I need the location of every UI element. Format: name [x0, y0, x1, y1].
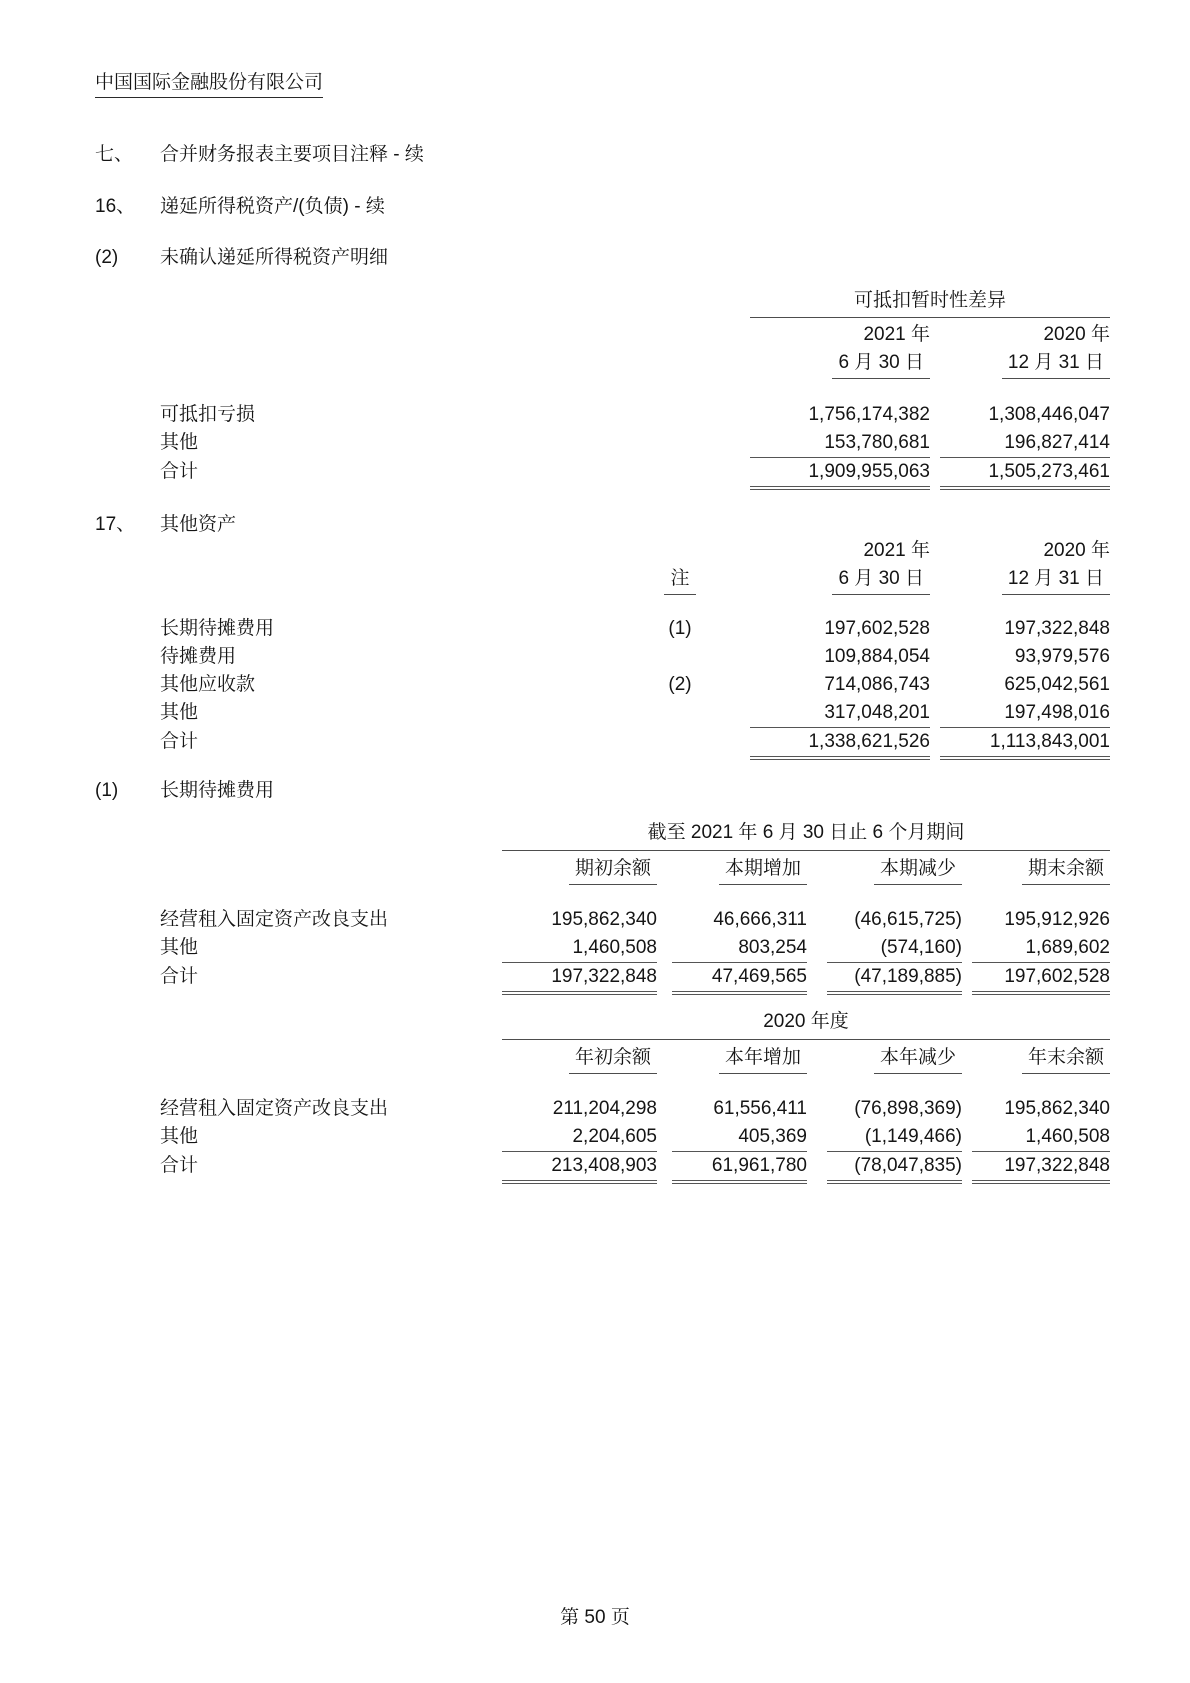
- note-1-number: (1): [95, 780, 119, 801]
- company-name: 中国国际金融股份有限公司: [95, 70, 323, 98]
- t2-row1-label: 待摊费用: [160, 646, 237, 667]
- t1-total-value-2021: 1,909,955,063: [750, 458, 930, 490]
- t2-date-header-row: [95, 566, 1110, 595]
- t2-row1-value-2021: 109,884,054: [824, 646, 930, 667]
- t2-col-2021-date: 6 月 30 日: [832, 566, 930, 595]
- t2-row0-value-2020: 197,322,848: [1004, 618, 1110, 639]
- t1-span-header-row: [95, 288, 1110, 318]
- t2-col-2020-date: 12 月 31 日: [1002, 566, 1110, 595]
- t3-col3-header: 期末余额: [1022, 856, 1110, 885]
- t4-total-label: 合计: [160, 1155, 199, 1176]
- note-2-number: (2): [95, 247, 119, 268]
- note-2-heading: [95, 245, 1110, 271]
- t3-total-decreases: (47,189,885): [827, 963, 962, 995]
- t2-col-2020-year: 2020 年: [1043, 540, 1110, 561]
- t3-row1-additions: 803,254: [672, 934, 807, 963]
- t1-row1-label: 其他: [160, 432, 199, 453]
- t4-span-header: 2020 年度: [502, 1009, 1110, 1040]
- t1-col-2020-date: 12 月 31 日: [1002, 350, 1110, 379]
- t3-total-additions: 47,469,565: [672, 963, 807, 995]
- t3-column-header-row: [95, 856, 1110, 885]
- table-total-row: [95, 728, 1110, 760]
- t1-row0-value-2020: 1,308,446,047: [988, 404, 1110, 425]
- t2-row2-value-2020: 625,042,561: [1004, 674, 1110, 695]
- t3-total-opening: 197,322,848: [502, 963, 657, 995]
- t4-col2-header: 本年减少: [874, 1045, 962, 1074]
- t3-span-header-row: [95, 820, 1110, 851]
- table-row: [95, 934, 1110, 963]
- table-row: [95, 699, 1110, 728]
- section-17-number: 17、: [95, 514, 136, 535]
- table-total-row: [95, 458, 1110, 490]
- t4-column-header-row: [95, 1045, 1110, 1074]
- t2-col-2021-year: 2021 年: [863, 540, 930, 561]
- t4-col3-header: 年末余额: [1022, 1045, 1110, 1074]
- t3-row1-label: 其他: [160, 937, 199, 958]
- t2-row3-value-2020: 197,498,016: [940, 699, 1110, 728]
- t1-col-2021-year: 2021 年: [863, 324, 930, 345]
- section-7: [95, 142, 1110, 168]
- t4-row0-decreases: (76,898,369): [854, 1098, 962, 1119]
- t4-col0-header: 年初余额: [569, 1045, 657, 1074]
- note-1-heading: [95, 778, 1110, 804]
- t3-row1-closing: 1,689,602: [972, 934, 1110, 963]
- t1-row1-value-2021: 153,780,681: [750, 429, 930, 458]
- table-row: [95, 429, 1110, 458]
- t1-col-2020-year: 2020 年: [1043, 324, 1110, 345]
- t2-total-label: 合计: [160, 731, 199, 752]
- t2-row0-label: 长期待摊费用: [160, 618, 275, 639]
- t1-row0-value-2021: 1,756,174,382: [808, 404, 930, 425]
- t1-total-label: 合计: [160, 461, 199, 482]
- t3-row0-label: 经营租入固定资产改良支出: [160, 909, 389, 930]
- t1-col-2021-date: 6 月 30 日: [832, 350, 930, 379]
- t3-row0-closing: 195,912,926: [1004, 909, 1110, 930]
- table-row: [95, 643, 1110, 671]
- page-number: 第 50 页: [560, 1607, 630, 1628]
- t2-row0-note: (1): [668, 618, 692, 639]
- table-row: [95, 615, 1110, 643]
- section-7-title: 合并财务报表主要项目注释 - 续: [160, 144, 424, 165]
- section-17-title: 其他资产: [160, 514, 237, 535]
- t3-span-header: 截至 2021 年 6 月 30 日止 6 个月期间: [502, 820, 1110, 851]
- table-total-row: [95, 1152, 1110, 1184]
- t4-row0-closing: 195,862,340: [1004, 1098, 1110, 1119]
- t3-col1-header: 本期增加: [719, 856, 807, 885]
- t2-total-value-2021: 1,338,621,526: [750, 728, 930, 760]
- t4-row1-decreases: (1,149,466): [827, 1123, 962, 1152]
- t3-total-label: 合计: [160, 966, 199, 987]
- t4-row1-opening: 2,204,605: [502, 1123, 657, 1152]
- t3-row1-decreases: (574,160): [827, 934, 962, 963]
- t3-row0-decreases: (46,615,725): [854, 909, 962, 930]
- t1-date-header-row: [95, 350, 1110, 379]
- section-16: [95, 194, 1110, 220]
- t2-year-header-row: [95, 538, 1110, 564]
- unrecognized-dta-table: [95, 288, 1110, 490]
- t4-total-additions: 61,961,780: [672, 1152, 807, 1184]
- t2-row3-value-2021: 317,048,201: [750, 699, 930, 728]
- t4-row0-opening: 211,204,298: [552, 1098, 657, 1119]
- t1-total-value-2020: 1,505,273,461: [940, 458, 1110, 490]
- t3-row0-additions: 46,666,311: [713, 909, 807, 930]
- t2-total-value-2020: 1,113,843,001: [940, 728, 1110, 760]
- table-row: [95, 671, 1110, 699]
- table-row: [95, 1095, 1110, 1123]
- t4-row1-additions: 405,369: [672, 1123, 807, 1152]
- section-17: [95, 512, 1110, 538]
- section-7-number: 七、: [95, 144, 134, 165]
- t3-row1-opening: 1,460,508: [502, 934, 657, 963]
- t2-row1-value-2020: 93,979,576: [1014, 646, 1110, 667]
- note-2-title: 未确认递延所得税资产明细: [160, 247, 389, 268]
- t4-row1-label: 其他: [160, 1126, 199, 1147]
- t1-span-header: 可抵扣暂时性差异: [750, 288, 1110, 318]
- t4-col1-header: 本年增加: [719, 1045, 807, 1074]
- t4-row0-additions: 61,556,411: [713, 1098, 807, 1119]
- table-row: [95, 401, 1110, 429]
- t4-total-opening: 213,408,903: [502, 1152, 657, 1184]
- t3-col0-header: 期初余额: [569, 856, 657, 885]
- t2-row3-label: 其他: [160, 702, 199, 723]
- t2-row0-value-2021: 197,602,528: [824, 618, 930, 639]
- t2-row2-label: 其他应收款: [160, 674, 256, 695]
- t2-note-header: 注: [664, 566, 695, 595]
- t3-total-closing: 197,602,528: [972, 963, 1110, 995]
- table-row: [95, 906, 1110, 934]
- t3-col2-header: 本期减少: [874, 856, 962, 885]
- t2-row2-value-2021: 714,086,743: [824, 674, 930, 695]
- t1-row1-value-2020: 196,827,414: [940, 429, 1110, 458]
- table-total-row: [95, 963, 1110, 995]
- note-1-title: 长期待摊费用: [160, 780, 275, 801]
- ltde-2020-table: [95, 1009, 1110, 1184]
- table-row: [95, 1123, 1110, 1152]
- t4-span-header-row: [95, 1009, 1110, 1040]
- t2-row2-note: (2): [668, 674, 692, 695]
- t3-row0-opening: 195,862,340: [551, 909, 657, 930]
- section-16-number: 16、: [95, 196, 136, 217]
- ltde-2021-table: [95, 820, 1110, 995]
- t1-row0-label: 可抵扣亏损: [160, 404, 256, 425]
- t4-row0-label: 经营租入固定资产改良支出: [160, 1098, 389, 1119]
- t4-total-decreases: (78,047,835): [827, 1152, 962, 1184]
- t4-row1-closing: 1,460,508: [972, 1123, 1110, 1152]
- t1-year-header-row: [95, 322, 1110, 348]
- section-16-title: 递延所得税资产/(负债) - 续: [160, 196, 385, 217]
- other-assets-table: [95, 538, 1110, 760]
- t4-total-closing: 197,322,848: [972, 1152, 1110, 1184]
